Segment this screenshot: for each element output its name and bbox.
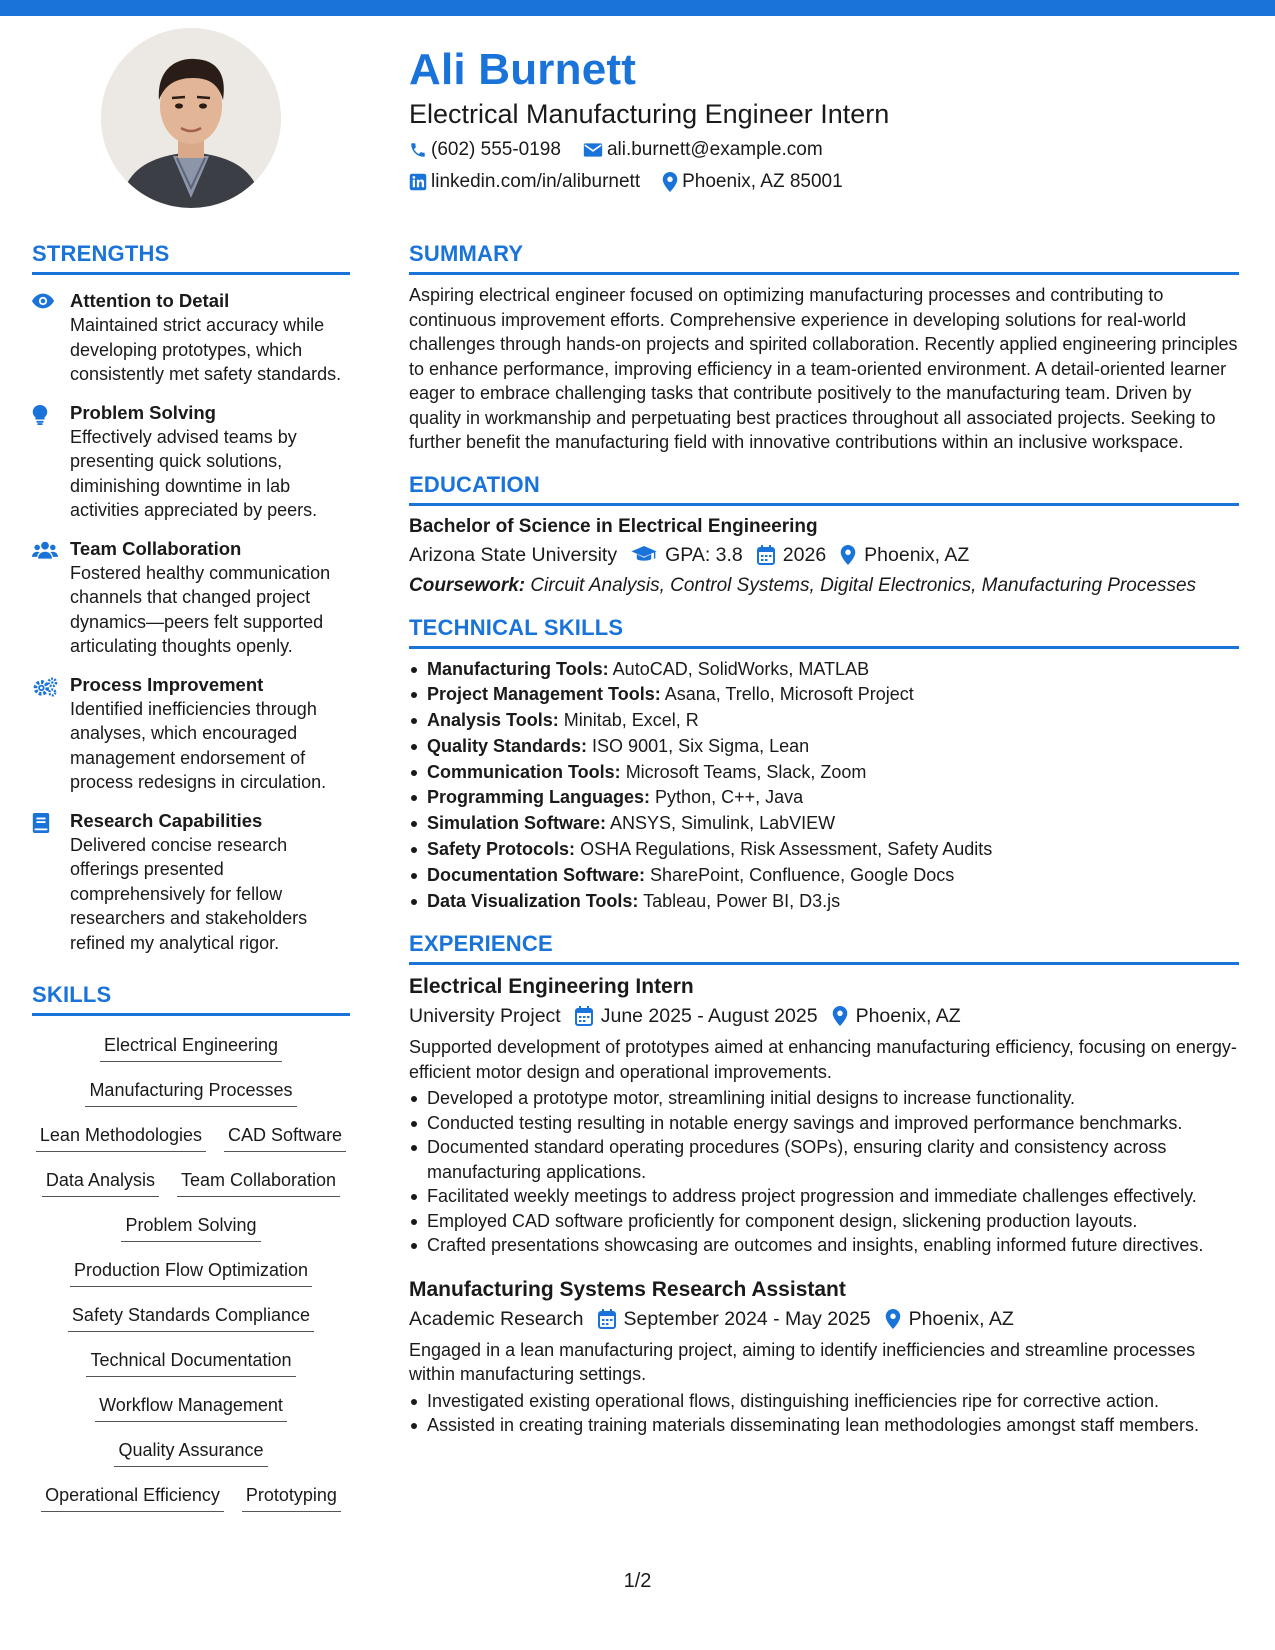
job-title: Electrical Engineering Intern: [409, 975, 694, 999]
skill-tag: Data Analysis: [42, 1167, 159, 1197]
list-item: Employed CAD software proficiently for component design, slickening production layouts.: [409, 1209, 1239, 1234]
dates-item: [575, 1001, 818, 1031]
job-org: University Project: [409, 1005, 561, 1028]
list-item: [409, 734, 1239, 760]
skill-tag: Problem Solving: [121, 1212, 260, 1242]
list-item: Conducted testing resulting in notable energy savings and improved performance benchmarks.: [409, 1111, 1239, 1136]
linkedin-icon: [409, 173, 427, 191]
phone-item: [409, 137, 561, 163]
skill-tag: Prototyping: [242, 1482, 341, 1512]
skill-value: Minitab, Excel, R: [563, 710, 699, 731]
location-text: Phoenix, AZ 85001: [682, 171, 843, 192]
skill-row: [32, 1071, 350, 1116]
location-item: [662, 169, 843, 195]
skill-value: OSHA Regulations, Risk Assessment, Safety Audits: [580, 839, 993, 860]
linkedin-item: [409, 169, 640, 195]
graduation-cap-icon: [631, 546, 657, 564]
experience-section: [409, 930, 1239, 1438]
job-meta: [409, 1001, 1239, 1031]
calendar-icon: [598, 1309, 616, 1329]
coursework: [409, 574, 1239, 598]
org-item: [409, 1001, 561, 1031]
org-item: [409, 1304, 584, 1334]
skill-row: [32, 1251, 350, 1296]
strength-desc: Identified inefficiencies through analyses, which encouraged management endorsement of process redesigns in circulation.: [70, 698, 327, 792]
skill-tag: Lean Methodologies: [36, 1122, 206, 1152]
top-accent-bar: [0, 0, 1275, 16]
skill-tag: Workflow Management: [95, 1392, 287, 1422]
job-org: Academic Research: [409, 1307, 584, 1330]
skill-row: [32, 1341, 350, 1386]
list-item: [409, 889, 1239, 915]
skill-label: Simulation Software:: [427, 813, 607, 834]
profile-photo: [101, 28, 281, 208]
edu-location-item: [840, 540, 969, 570]
skill-row: [32, 1206, 350, 1251]
email-item: [583, 137, 823, 163]
year-item: [757, 540, 826, 570]
job-location-item: [885, 1304, 1014, 1334]
lightbulb-icon: [32, 405, 48, 425]
strength-desc: Fostered healthy communication channels that changed project dynamics—peers felt supported articulating thoughts openly.: [70, 562, 331, 656]
education-meta: [409, 540, 1239, 570]
skill-value: Tableau, Power BI, D3.js: [643, 890, 841, 911]
skill-value: SharePoint, Confluence, Google Docs: [650, 864, 955, 885]
strength-desc: Effectively advised teams by presenting quick solutions, diminishing downtime in lab activities appreciated by peers.: [70, 426, 318, 520]
strength-item: [32, 809, 350, 956]
skill-row: [32, 1431, 350, 1476]
eye-icon: [32, 293, 54, 309]
book-icon: [32, 813, 50, 833]
gpa-text: GPA: 3.8: [665, 543, 743, 566]
skill-tag: Quality Assurance: [114, 1437, 267, 1467]
left-column: [32, 240, 350, 1521]
job-description: Supported development of prototypes aimed at enhancing manufacturing efficiency, focusing on energy-efficient motor design and operational improvements.: [409, 1037, 1237, 1082]
list-item: [409, 785, 1239, 811]
list-item: Developed a prototype motor, streamlining initial designs to increase functionality.: [409, 1086, 1239, 1111]
strength-title: Research Capabilities: [70, 809, 263, 831]
strength-title: Process Improvement: [70, 673, 264, 695]
strength-item: [32, 401, 350, 523]
skill-value: Python, C++, Java: [655, 787, 804, 808]
job-entry: [409, 1276, 1239, 1438]
strength-title: Team Collaboration: [70, 537, 242, 559]
job-dates: June 2025 - August 2025: [600, 1005, 818, 1028]
technical-skills-section: [409, 614, 1239, 915]
skill-label: Data Visualization Tools:: [427, 890, 639, 911]
gpa-item: [631, 540, 743, 570]
skill-row: [32, 1116, 350, 1161]
phone-icon: [409, 141, 427, 159]
skill-row: [32, 1161, 350, 1206]
list-item: Investigated existing operational flows, distinguishing inefficiencies ripe for corrective action.: [409, 1389, 1239, 1414]
coursework-list: Circuit Analysis, Control Systems, Digital Electronics, Manufacturing Processes: [530, 574, 1197, 596]
strengths-heading: STRENGTHS: [32, 240, 350, 275]
job-title: Manufacturing Systems Research Assistant: [409, 1277, 846, 1301]
strength-item: [32, 673, 350, 795]
skill-tag: Technical Documentation: [86, 1347, 295, 1377]
job-meta: [409, 1304, 1239, 1334]
skill-label: Project Management Tools:: [427, 684, 661, 705]
list-item: Facilitated weekly meetings to address project progression and immediate challenges effectively.: [409, 1184, 1239, 1209]
skill-tag: Production Flow Optimization: [70, 1257, 312, 1287]
skill-tag: Electrical Engineering: [100, 1032, 282, 1062]
job-location: Phoenix, AZ: [855, 1005, 961, 1028]
strength-item: [32, 289, 350, 387]
graduation-year: 2026: [782, 543, 827, 566]
skill-tag: Manufacturing Processes: [85, 1077, 296, 1107]
job-dates: September 2024 - May 2025: [623, 1307, 871, 1330]
dates-item: [598, 1304, 871, 1334]
gears-icon: [32, 677, 58, 697]
contact-row-2: [409, 169, 1249, 195]
skill-value: ANSYS, Simulink, LabVIEW: [610, 813, 836, 834]
job-description: Engaged in a lean manufacturing project, aiming to identify inefficiencies and streamline processes within manufacturing settings.: [409, 1339, 1196, 1385]
list-item: [409, 682, 1239, 708]
skill-tag: Team Collaboration: [177, 1167, 340, 1197]
candidate-name: Ali Burnett: [409, 45, 637, 94]
summary-text: Aspiring electrical engineer focused on optimizing manufacturing processes and contributing to continuous improvement efforts. Comprehensive experience in developing solutions for real-world challenges through hands-on projects and spirited collaboration. Recently applied engineering principles to enhance performance, improving efficiency in a team-oriented environment. A detail-oriented learner eager to embrace challenging tasks that contribute positively to the manufacturing team. Driven by quality in workmanship and perpetuating best practices throughout all associated projects. Seeking to further benefit the manufacturing field with innovative contributions within an inclusive workspace.: [409, 285, 1238, 452]
skill-row: [32, 1476, 350, 1521]
education-heading: EDUCATION: [409, 471, 1239, 506]
map-pin-icon: [840, 545, 856, 565]
candidate-role: Electrical Manufacturing Engineer Intern: [409, 99, 890, 129]
map-pin-icon: [885, 1309, 901, 1329]
skill-tag: CAD Software: [224, 1122, 346, 1152]
phone-text: (602) 555-0198: [431, 139, 561, 160]
resume-header: [409, 44, 1249, 195]
strength-item: [32, 537, 350, 659]
skills-heading: SKILLS: [32, 981, 350, 1016]
skill-tag: Safety Standards Compliance: [68, 1302, 314, 1332]
skill-label: Analysis Tools:: [427, 710, 559, 731]
summary-section: [409, 240, 1239, 455]
edu-location: Phoenix, AZ: [864, 543, 970, 566]
degree-title: Bachelor of Science in Electrical Engineering: [409, 515, 818, 537]
page-number: 1/2: [623, 1570, 652, 1592]
strength-title: Problem Solving: [70, 401, 216, 423]
list-item: [409, 708, 1239, 734]
skill-value: ISO 9001, Six Sigma, Lean: [592, 735, 810, 756]
school-name: Arizona State University: [409, 543, 618, 566]
skill-label: Communication Tools:: [427, 761, 621, 782]
calendar-icon: [575, 1006, 593, 1026]
list-item: Crafted presentations showcasing are outcomes and insights, enabling informed future directives.: [409, 1233, 1239, 1258]
map-pin-icon: [832, 1006, 848, 1026]
job-bullets: [409, 1389, 1239, 1438]
list-item: [409, 760, 1239, 786]
strength-title: Attention to Detail: [70, 290, 230, 311]
job-location-item: [832, 1001, 961, 1031]
list-item: Documented standard operating procedures (SOPs), ensuring clarity and consistency across manufacturing applications.: [409, 1135, 1239, 1184]
skill-value: Asana, Trello, Microsoft Project: [664, 684, 914, 705]
email-text: ali.burnett@example.com: [606, 139, 823, 160]
skill-row: [32, 1296, 350, 1341]
skill-value: Microsoft Teams, Slack, Zoom: [625, 761, 867, 782]
skill-tag: Operational Efficiency: [41, 1482, 224, 1512]
list-item: [409, 863, 1239, 889]
skill-label: Quality Standards:: [427, 735, 588, 756]
list-item: [409, 657, 1239, 683]
skill-label: Manufacturing Tools:: [427, 658, 609, 679]
skill-value: AutoCAD, SolidWorks, MATLAB: [612, 658, 870, 679]
list-item: Assisted in creating training materials disseminating lean methodologies amongst staff members.: [409, 1413, 1239, 1438]
school-item: [409, 540, 617, 570]
map-pin-icon: [662, 172, 678, 192]
skill-row: [32, 1026, 350, 1071]
envelope-icon: [583, 141, 603, 159]
skill-label: Programming Languages:: [427, 787, 651, 808]
skill-label: Documentation Software:: [427, 864, 646, 885]
coursework-label: Coursework:: [409, 574, 526, 596]
strength-desc: Maintained strict accuracy while developing prototypes, which consistently met safety standards.: [70, 315, 342, 384]
job-entry: [409, 973, 1239, 1258]
skill-row: [32, 1386, 350, 1431]
right-column: [409, 240, 1239, 1456]
users-icon: [32, 541, 58, 559]
linkedin-text: linkedin.com/in/aliburnett: [431, 171, 641, 192]
job-bullets: [409, 1086, 1239, 1258]
list-item: [409, 837, 1239, 863]
technical-skills-heading: TECHNICAL SKILLS: [409, 614, 1239, 649]
summary-heading: SUMMARY: [409, 240, 1239, 275]
contact-row-1: [409, 137, 1249, 163]
education-section: [409, 471, 1239, 598]
technical-skills-list: [409, 657, 1239, 915]
calendar-icon: [757, 545, 775, 565]
experience-heading: EXPERIENCE: [409, 930, 1239, 965]
skills-list: [32, 1026, 350, 1521]
job-location: Phoenix, AZ: [908, 1307, 1014, 1330]
strength-desc: Delivered concise research offerings presented comprehensively for fellow researchers and stakeholders refined my analytical rigor.: [70, 834, 308, 953]
skill-label: Safety Protocols:: [427, 839, 576, 860]
list-item: [409, 811, 1239, 837]
